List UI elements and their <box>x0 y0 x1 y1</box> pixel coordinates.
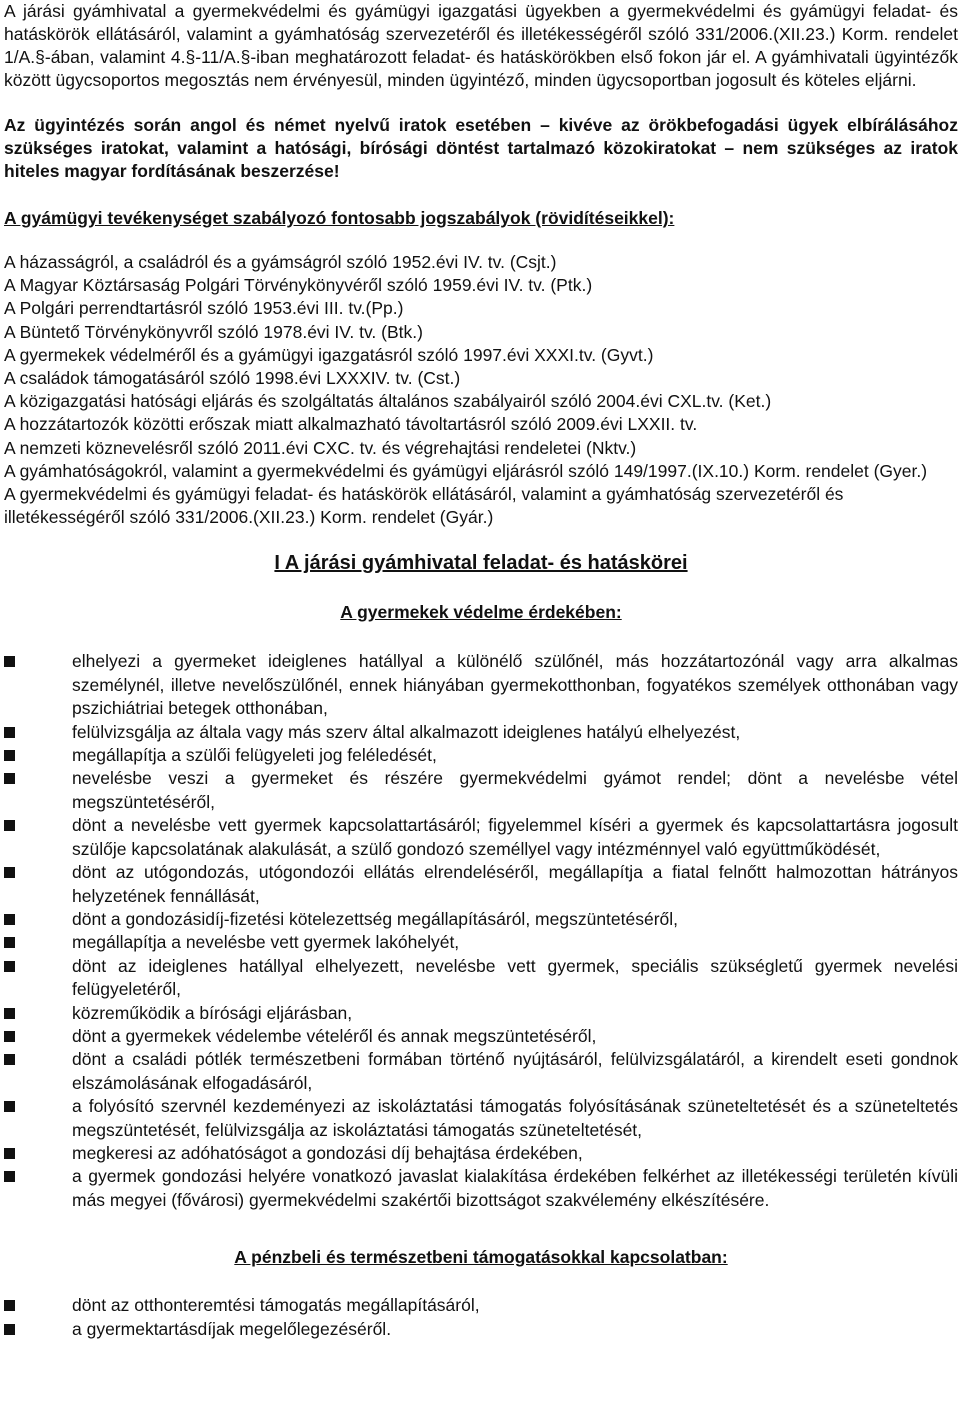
square-bullet-icon <box>4 1148 15 1159</box>
list-item-text: közreműködik a bírósági eljárásban, <box>72 1002 353 1023</box>
list-item <box>4 744 958 767</box>
intro-paragraph: A járási gyámhivatal a gyermekvédelmi és gyámügyi igazgatási ügyekben a gyermekvédelmi és gyámügyi feladat- és hatáskörök ellátásáról, valamint a gyámhatóság szervezetéről és illetékességéről szóló 331/2006.(XII.23.) Korm. rendelet 1/A.§-ában, valamint 4.§-11/A.§-iban meghatározott feladat- és hatáskörökben első fokon jár el. A gyámhivatali ügyintézők között ügycsoportos megosztás nem érvényesül, minden ügyintéző, minden ügycsoportban jogosult és köteles eljárni. <box>4 1 958 90</box>
law-item: A Polgári perrendtartásról szóló 1953.évi III. tv.(Pp.) <box>4 298 404 319</box>
list-item-text: dönt az utógondozás, utógondozói ellátás elrendeléséről, megállapítja a fiatal felnőtt halmozottan hátrányos helyzetének fennállását, <box>72 862 958 906</box>
law-item: A nemzeti köznevelésről szóló 2011.évi CXC. tv. és végrehajtási rendeletei (Nktv.) <box>4 437 637 458</box>
list-item-text: dönt a gyermekek védelembe vételéről és annak megszüntetéséről, <box>72 1025 597 1046</box>
financial-support-list <box>4 1294 958 1341</box>
law-item: A Büntető Törvénykönyvről szóló 1978.évi IV. tv. (Btk.) <box>4 321 423 342</box>
laws-heading: A gyámügyi tevékenységet szabályozó fontosabb jogszabályok (rövidítéseikkel): <box>4 208 675 228</box>
list-item-text: dönt a családi pótlék természetbeni formában történő nyújtásáról, felülvizsgálatáról, a kirendelt eseti gondnok elszámolásának elfogadásáról, <box>72 1049 958 1093</box>
square-bullet-icon <box>4 727 15 738</box>
square-bullet-icon <box>4 914 15 925</box>
law-item: A Magyar Köztársaság Polgári Törvénykönyvéről szóló 1959.évi IV. tv. (Ptk.) <box>4 275 593 296</box>
list-item <box>4 1095 958 1142</box>
law-item: A gyermekvédelmi és gyámügyi feladat- és hatáskörök ellátásáról, valamint a gyámhatóság szervezetéről és illetékességéről szóló 331/2006.(XII.23.) Korm. rendelet (Gyár.) <box>4 484 844 528</box>
square-bullet-icon <box>4 820 15 831</box>
list-item-text: dönt az otthonteremtési támogatás megállapításáról, <box>72 1295 480 1316</box>
square-bullet-icon <box>4 750 15 761</box>
translation-notice: Az ügyintézés során angol és német nyelvű iratok esetében – kivéve az örökbefogadási ügyek elbírálásához szükséges iratokat, valamint a hatósági, bírósági döntést tartalmazó közokiratokat – nem szükséges az iratok hiteles magyar fordításának beszerzése! <box>4 115 958 181</box>
list-item <box>4 721 958 744</box>
list-item-text: megállapítja a szülői felügyeleti jog feléledését, <box>72 745 437 766</box>
financial-support-heading: A pénzbeli és természetbeni támogatásokkal kapcsolatban: <box>234 1247 728 1268</box>
list-item <box>4 861 958 908</box>
list-item <box>4 1318 958 1341</box>
list-item <box>4 1294 958 1317</box>
law-item: A közigazgatási hatósági eljárás és szolgáltatás általános szabályairól szóló 2004.évi CXL.tv. (Ket.) <box>4 391 772 412</box>
law-item: A hozzátartozók közötti erőszak miatt alkalmazható távoltartásról szóló 2009.évi LXXII. tv. <box>4 414 698 435</box>
list-item-text: dönt a nevelésbe vett gyermek kapcsolattartásáról; figyelemmel kíséri a gyermek és kapcsolattartásra jogosult szülője kapcsolatának alakulását, a szülő gondozó személlyel vagy intézménnyel való együttműködését, <box>72 815 958 859</box>
list-item-text: megállapítja a nevelésbe vett gyermek lakóhelyét, <box>72 932 460 953</box>
law-item: A gyermekek védelméről és a gyámügyi igazgatásról szóló 1997.évi XXXI.tv. (Gyvt.) <box>4 344 654 365</box>
list-item-text: nevelésbe veszi a gyermeket és részére gyermekvédelmi gyámot rendel; dönt a nevelésbe vétel megszüntetéséről, <box>72 768 958 812</box>
list-item <box>4 1165 958 1212</box>
list-item <box>4 955 958 1002</box>
square-bullet-icon <box>4 937 15 948</box>
square-bullet-icon <box>4 656 15 667</box>
square-bullet-icon <box>4 867 15 878</box>
square-bullet-icon <box>4 1101 15 1112</box>
list-item <box>4 1048 958 1095</box>
square-bullet-icon <box>4 1031 15 1042</box>
square-bullet-icon <box>4 1300 15 1311</box>
square-bullet-icon <box>4 773 15 784</box>
square-bullet-icon <box>4 1171 15 1182</box>
list-item-text: a gyermektartásdíjak megelőlegezéséről. <box>72 1318 392 1339</box>
section-title: I A járási gyámhivatal feladat- és hatáskörei <box>274 552 688 575</box>
law-item: A gyámhatóságokról, valamint a gyermekvédelmi és gyámügyi eljárásról szóló 149/1997.(IX.10.) Korm. rendelet (Gyer.) <box>4 460 928 481</box>
list-item-text: a folyósító szervnél kezdeményezi az iskoláztatási támogatás folyósításának szüneteltetését és a szüneteltetés megszüntetését, felülvizsgálja az iskoláztatási támogatás szüneteltetését, <box>72 1096 958 1140</box>
square-bullet-icon <box>4 1324 15 1335</box>
list-item <box>4 931 958 954</box>
list-item-text: felülvizsgálja az általa vagy más szerv által alkalmazott ideiglenes hatályú elhelyezést, <box>72 721 741 742</box>
list-item-text: dönt a gondozásidíj-fizetési kötelezettség megállapításáról, megszüntetéséről, <box>72 908 679 929</box>
list-item <box>4 1025 958 1048</box>
law-item: A házasságról, a családról és a gyámságról szóló 1952.évi IV. tv. (Csjt.) <box>4 252 557 272</box>
list-item <box>4 767 958 814</box>
square-bullet-icon <box>4 1008 15 1019</box>
list-item-text: dönt az ideiglenes hatállyal elhelyezett, nevelésbe vett gyermek, speciális szükségletű gyermek nevelési felügyeletéről, <box>72 955 958 1000</box>
list-item <box>4 814 958 861</box>
list-item <box>4 1142 958 1165</box>
list-item-text: elhelyezi a gyermeket ideiglenes hatállyal a különélő szülőnél, más hozzátartozónál vagy arra alkalmas személynél, illetve nevelőszülőnél, ennek hiányában gyermekotthonban, fogyatékos személyek otthonában vagy pszichiátriai betegek otthonában, <box>72 651 958 719</box>
square-bullet-icon <box>4 1054 15 1065</box>
child-protection-list <box>4 650 958 1212</box>
list-item <box>4 1002 958 1025</box>
child-protection-heading: A gyermekek védelme érdekében: <box>340 602 622 623</box>
square-bullet-icon <box>4 961 15 972</box>
law-item: A családok támogatásáról szóló 1998.évi LXXXIV. tv. (Cst.) <box>4 368 461 389</box>
list-item <box>4 908 958 931</box>
list-item-text: megkeresi az adóhatóságot a gondozási díj behajtása érdekében, <box>72 1142 583 1163</box>
list-item-text: a gyermek gondozási helyére vonatkozó javaslat kialakítása érdekében felkérhet az illetékességi területén kívüli más megyei (fővárosi) gyermekvédelmi szakértői bizottságot szakvélemény elkészítésére. <box>72 1166 958 1210</box>
laws-list <box>4 251 958 529</box>
list-item <box>4 650 958 720</box>
